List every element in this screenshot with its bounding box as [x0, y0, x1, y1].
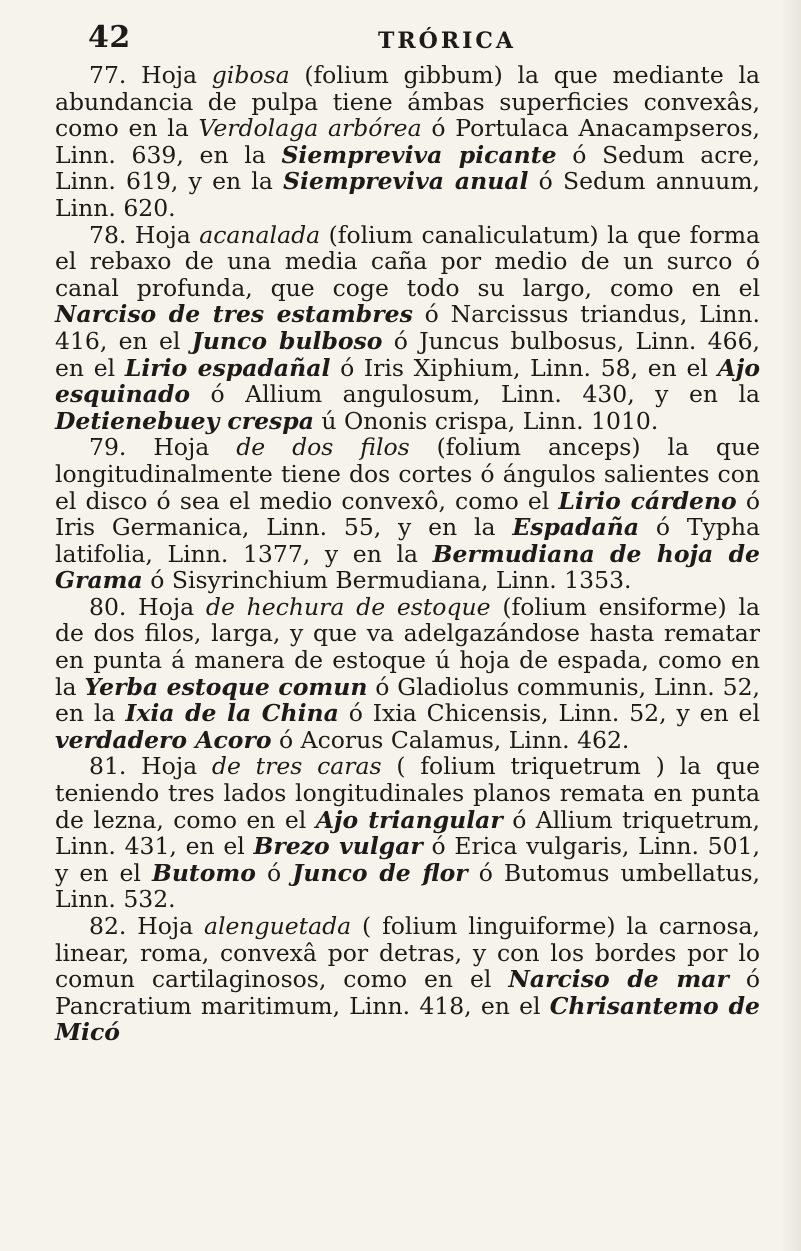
text-run: Hoja — [153, 433, 237, 462]
text-run: (folium ensiforme) la de dos filos, larga, y que va adelgazándose hasta rematar en punta á manera de estoque ú hoja de espada, como en la — [55, 592, 760, 701]
text-run: ( folium triquetrum ) la que teniendo tres lados longitudinales planos remata en punta de lezna, como en el — [55, 752, 760, 834]
text-run: ó Gladiolus communis, Linn. 52, en la — [55, 672, 760, 728]
entry-79 — [55, 434, 760, 594]
running-head: TRÓRICA — [378, 28, 516, 54]
entry-number: 78. — [89, 220, 135, 249]
plant-name: Narciso de mar — [508, 965, 729, 994]
text-run: (folium gibbum) la que mediante la abundancia de pulpa tiene ámbas superficies convexâs, como en la — [55, 61, 760, 143]
text-run: ó Sedum acre, Linn. 619, y en la — [55, 140, 760, 196]
entry-78 — [55, 222, 760, 435]
entry-number: 82. — [89, 912, 138, 940]
term: de hechura de estoque — [205, 592, 491, 621]
body-text — [55, 62, 760, 1046]
text-run: ó — [255, 858, 293, 887]
text-run: ó Erica vulgaris, Linn. 501, y en el — [55, 832, 760, 887]
text-run: ó Juncus bulbosus, Linn. 466, en el — [55, 326, 760, 382]
text-run: ó Ixia Chicensis, Linn. 52, y en el — [338, 699, 760, 728]
plant-name: Junco de flor — [292, 858, 468, 887]
entry-77 — [55, 62, 760, 222]
plant-name: Espadaña — [512, 513, 640, 542]
text-run: ó Pancratium maritimum, Linn. 418, en el — [55, 965, 760, 1020]
text-run: ó Butomus umbellatus, Linn. 532. — [55, 858, 760, 914]
term: gibosa — [211, 61, 290, 89]
plant-name: Junco bulboso — [191, 326, 383, 355]
text-run: ó Portulaca Anacampseros, Linn. 639, en la — [55, 114, 760, 169]
text-run: ó Acorus Calamus, Linn. 462. — [271, 725, 630, 754]
text-run: Hoja — [134, 220, 200, 249]
plant-name: Lirio cárdeno — [558, 486, 737, 515]
text-run: ( folium linguiforme) la carnosa, linear, roma, convexâ por detras, y con los bordes por lo comun cartilaginosos, como en el — [55, 912, 760, 994]
term: Verdolaga arbórea — [198, 114, 422, 143]
text-run: ó Sedum annuum, Linn. 620. — [55, 167, 760, 222]
entry-number: 80. — [89, 592, 139, 621]
text-run: ú Ononis crispa, Linn. 1010. — [313, 406, 659, 435]
plant-name: Bermudiana de hoja de Grama — [55, 539, 760, 595]
text-run: (folium anceps) la que longitudinalmente tiene dos cortes ó ángulos salientes con el disco ó sea el medio convexô, como el — [55, 433, 760, 515]
page-header — [88, 12, 761, 55]
plant-name: Narciso de tres estambres — [55, 300, 413, 329]
plant-name: Chrisantemo de Micó — [55, 991, 760, 1047]
plant-name: Lirio espadañal — [124, 353, 331, 382]
text-run: ó Sisyrinchium Bermudiana, Linn. 1353. — [142, 566, 632, 595]
entry-80 — [55, 594, 760, 754]
plant-name: Detienebuey crespa — [55, 406, 314, 435]
entry-number: 79. — [89, 433, 154, 462]
page-number: 42 — [88, 20, 131, 55]
text-run: Hoja — [138, 592, 206, 621]
plant-name: Ajo esquinado — [55, 353, 760, 409]
entry-number: 81. — [89, 752, 142, 781]
entry-81 — [55, 753, 760, 913]
term: acanalada — [199, 220, 321, 249]
plant-name: Siempreviva anual — [283, 167, 529, 196]
text-run: ó Allium triquetrum, Linn. 431, en el — [55, 805, 760, 861]
plant-name: Ajo triangular — [315, 805, 503, 834]
text-run: Hoja — [141, 752, 212, 781]
text-run: ó Typha latifolia, Linn. 1377, y en la — [55, 513, 760, 568]
term: de dos filos — [236, 433, 410, 462]
plant-name: Butomo — [151, 858, 256, 887]
text-run: Hoja — [137, 912, 205, 940]
plant-name: Yerba estoque comun — [84, 672, 368, 701]
text-run: Hoja — [141, 61, 212, 89]
plant-name: Brezo vulgar — [253, 832, 423, 861]
term: alenguetada — [204, 912, 352, 940]
plant-name: Ixia de la China — [125, 699, 339, 728]
text-run: ó Narcissus triandus, Linn. 416, en el — [55, 300, 760, 355]
plant-name: verdadero Acoro — [55, 725, 272, 754]
text-run: (folium canaliculatum) la que forma el rebaxo de una media caña por medio de un surco ó canal profunda, que coge todo su largo, como en el — [55, 220, 760, 302]
entry-number: 77. — [89, 61, 142, 89]
plant-name: Siempreviva picante — [281, 140, 557, 169]
page-edge-shadow — [779, 0, 801, 1251]
term: de tres caras — [211, 752, 382, 781]
text-run: ó Allium angulosum, Linn. 430, y en la — [190, 380, 760, 409]
entry-82 — [55, 913, 760, 1046]
text-run: ó Iris Germanica, Linn. 55, y en la — [55, 486, 760, 542]
text-run: ó Iris Xiphium, Linn. 58, en el — [330, 353, 718, 382]
